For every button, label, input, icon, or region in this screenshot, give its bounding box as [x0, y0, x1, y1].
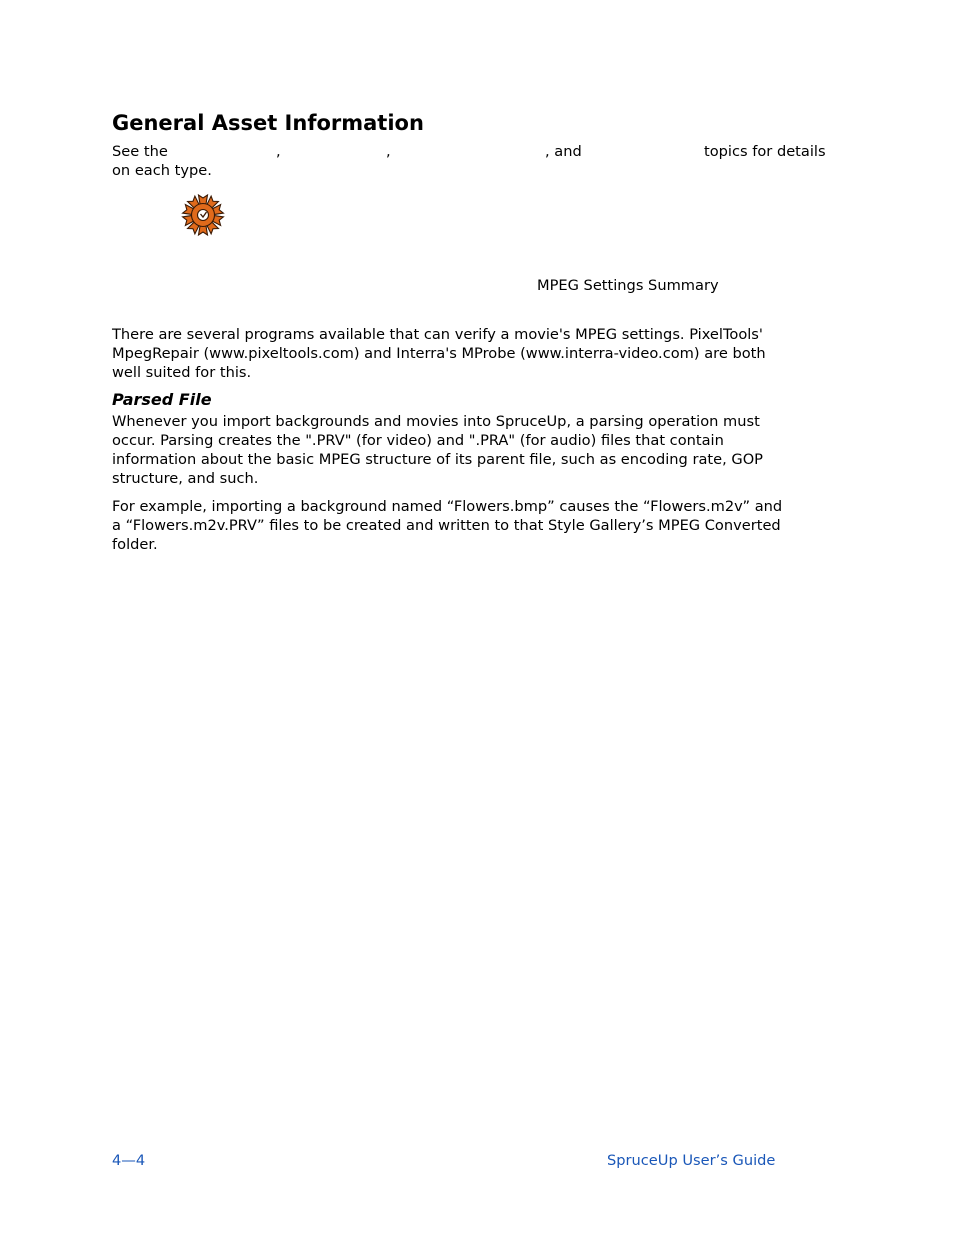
- paragraph-line: information about the basic MPEG structure of its parent file, such as encoding rate, GOP: [112, 451, 763, 468]
- intro-line-2: on each type.: [112, 162, 212, 179]
- paragraph-line: structure, and such.: [112, 470, 259, 487]
- mpeg-settings-summary: MPEG Settings Summary: [537, 277, 719, 294]
- paragraph-line: For example, importing a background named “Flowers.bmp” causes the “Flowers.m2v” and: [112, 498, 783, 515]
- sun-gear-icon: [178, 193, 228, 237]
- intro-see-the: See the: [112, 143, 168, 160]
- intro-comma: ,: [276, 143, 281, 160]
- paragraph-line: There are several programs available that can verify a movie's MPEG settings. PixelTools': [112, 326, 763, 343]
- paragraph-line: folder.: [112, 536, 158, 553]
- paragraph-line: a “Flowers.m2v.PRV” files to be created and written to that Style Gallery’s MPEG Converted: [112, 517, 781, 534]
- intro-topics: topics for details: [704, 143, 826, 160]
- intro-and: , and: [545, 143, 582, 160]
- page-number: 4—4: [112, 1152, 146, 1169]
- paragraph-line: occur. Parsing creates the ".PRV" (for video) and ".PRA" (for audio) files that contain: [112, 432, 724, 449]
- section-heading: General Asset Information: [112, 111, 424, 135]
- guide-title: SpruceUp User’s Guide: [607, 1152, 776, 1169]
- paragraph-line: Whenever you import backgrounds and movies into SpruceUp, a parsing operation must: [112, 413, 760, 430]
- parsed-file-heading: Parsed File: [112, 390, 212, 409]
- intro-comma: ,: [386, 143, 391, 160]
- paragraph-line: MpegRepair (www.pixeltools.com) and Interra's MProbe (www.interra-video.com) are both: [112, 345, 766, 362]
- paragraph-line: well suited for this.: [112, 364, 252, 381]
